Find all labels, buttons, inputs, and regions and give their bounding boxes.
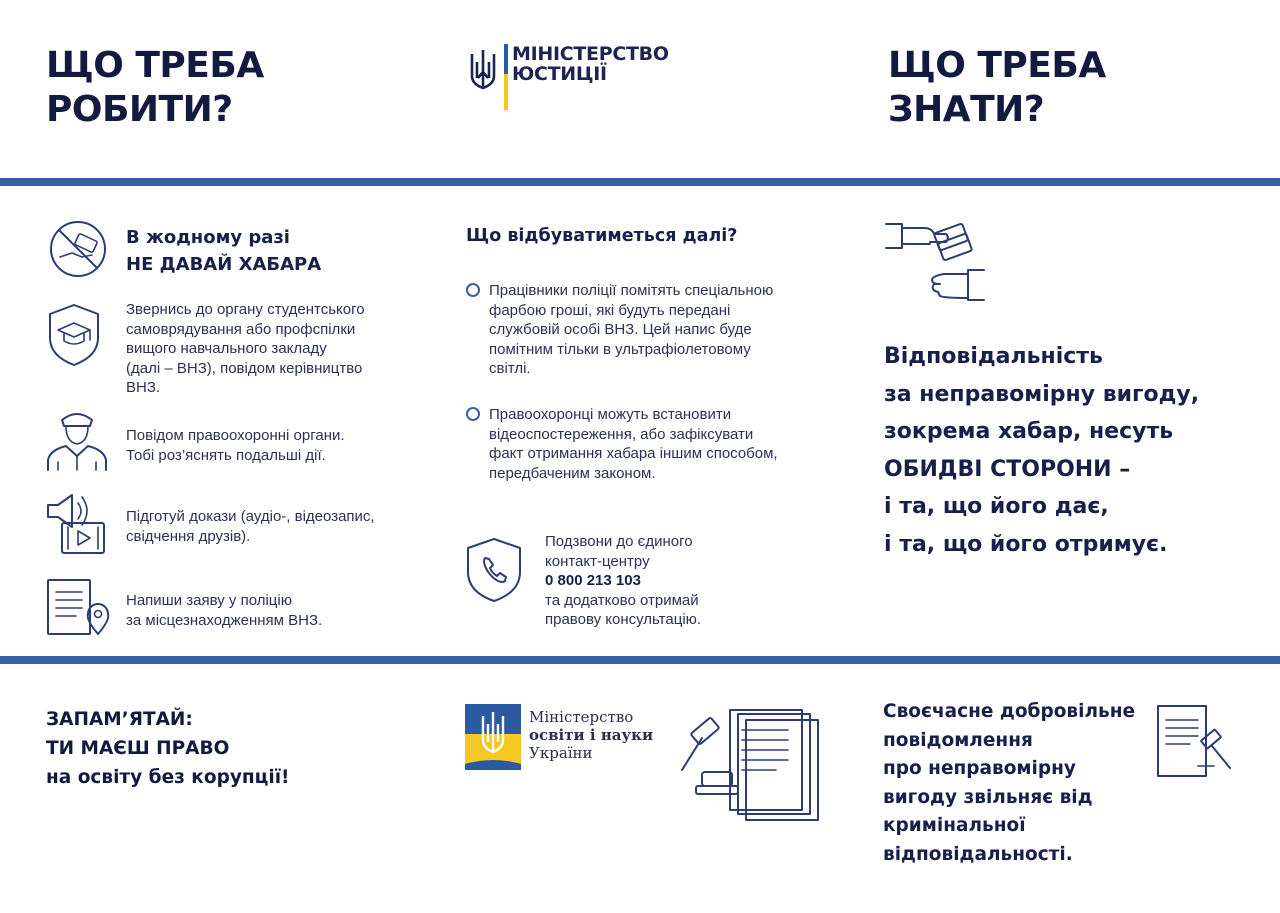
graduation-shield-icon [46,302,102,368]
surveillance-text: Правоохоронці можуть встановити відеоспостереження, або зафіксувати факт отримання хабара іншим способом, передбаченим законом. [489,406,778,482]
student-council-text: Звернись до органу студентського самоврядування або профспілки вищого навчального закладу (далі – ВНЗ), повідом керівництво ВНЗ. [126,301,365,396]
left-title: ЩО ТРЕБА РОБИТИ? [46,45,264,130]
evidence-text: Підготуй докази (аудіо-, відеозапис, свідчення друзів). [126,508,375,545]
responsibility-statement: Відповідальність за неправомірну вигоду, зокрема хабар, несуть ОБИДВІ СТОРОНИ – і та, що його дає, і та, що його отримує. [884,344,1200,557]
ministry-of-justice-logo [468,42,678,114]
document-gavel-icon [1154,704,1234,780]
gavel-documents-icon [676,708,822,826]
contact-center-text: Подзвони до єдиного контакт-центру 0 800 213 103 та додатково отримай правову консультацію. [545,533,702,628]
bullet-marker [466,283,480,297]
police-officer-icon [44,406,110,472]
education-ministry-name: Міністерство освіти і науки України [529,708,654,762]
ministry-of-education-logo [465,704,665,772]
right-title: ЩО ТРЕБА ЗНАТИ? [888,45,1106,130]
logo-stripe-blue [504,44,508,74]
top-divider-band [0,178,1280,186]
education-emblem-icon [465,704,521,770]
no-bribe-text: В жодному разі НЕ ДАВАЙ ХАБАРА [126,227,322,275]
hotline-phone[interactable]: 0 800 213 103 [545,572,641,589]
evidence-media-icon [44,491,108,557]
no-bribe-icon [48,219,108,279]
document-location-icon [46,578,112,638]
bullet-marker [466,407,480,421]
phone-shield-icon [464,536,524,604]
bottom-divider-band [0,656,1280,664]
bribe-exchange-icon [884,220,988,304]
logo-stripe-yellow [504,74,508,110]
police-text: Повідом правоохоронні органи. Тобі роз’яснять подальші дії. [126,427,345,464]
marked-money-text: Працівники поліції помітять спеціальною фарбою гроші, які будуть передані службовій особі ВНЗ. Цей напис буде помітним тільки в ультрафіолетовому світлі. [489,282,774,377]
voluntary-notice-statement: Своєчасне добровільне повідомлення про неправомірну вигоду звільняє від кримінальної відповідальності. [883,701,1136,865]
what-happens-next-heading: Що відбуватиметься далі? [466,226,738,246]
police-statement-text: Напиши заяву у поліцію за місцезнаходженням ВНЗ. [126,592,323,629]
remember-statement: ЗАПАМ’ЯТАЙ: ТИ МАЄШ ПРАВО на освіту без корупції! [46,709,290,788]
ministry-name: МІНІСТЕРСТВО ЮСТИЦІЇ [512,43,669,85]
trident-icon [468,48,498,94]
